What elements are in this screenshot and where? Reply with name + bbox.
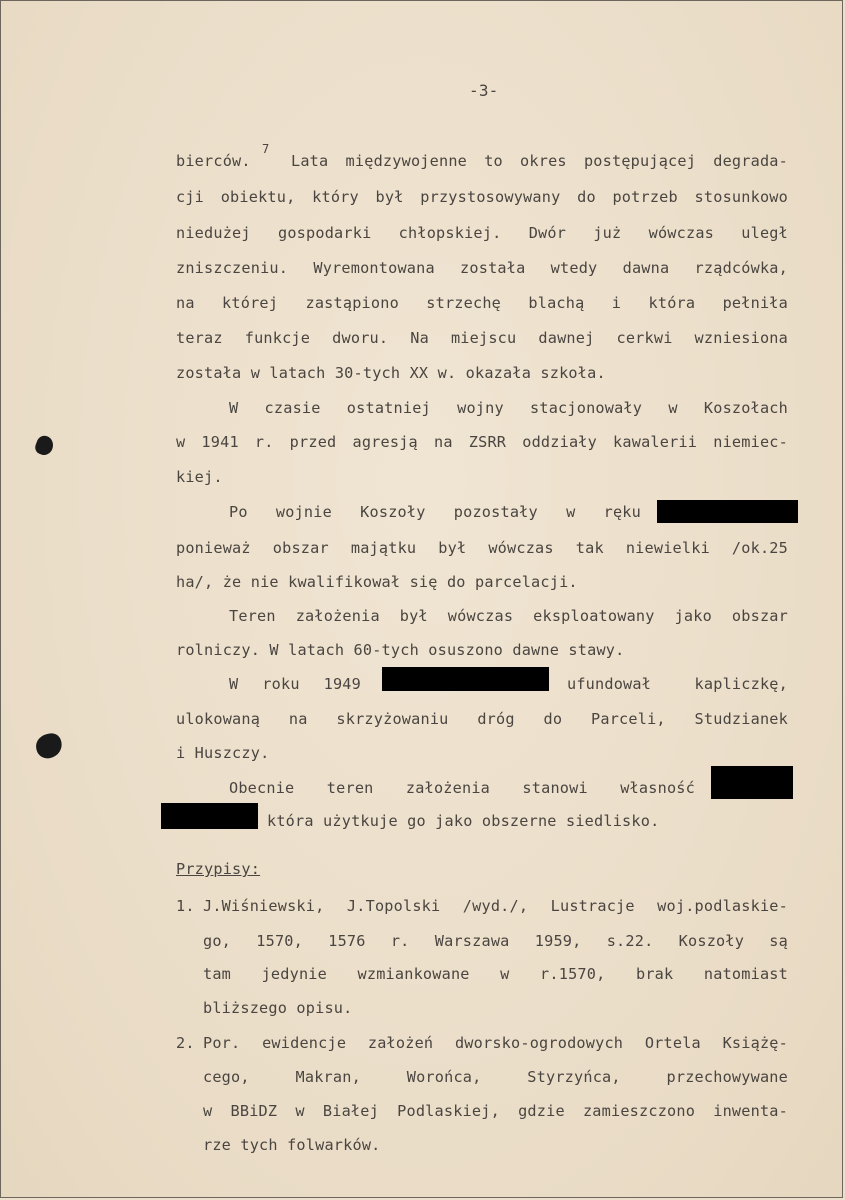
body-line: W czasie ostatniej wojny stacjonowały w Koszołach	[229, 399, 788, 417]
body-line: niedużej gospodarki chłopskiej. Dwór już wówczas uległ	[176, 224, 788, 242]
footnote-line: cego, Makran, Worońca, Styrzyńca, przechowywane	[203, 1068, 788, 1086]
body-line: bierców.	[176, 152, 251, 170]
body-line: rolniczy. W latach 60-tych osuszono dawne stawy.	[176, 641, 625, 659]
body-line: zniszczeniu. Wyremontowana została wtedy dawna rządcówka,	[176, 259, 788, 277]
footnote-reference: 7	[262, 142, 270, 156]
redaction-bar	[657, 500, 798, 523]
redaction-bar	[161, 803, 258, 829]
footnote-line: w BBiDZ w Białej Podlaskiej, gdzie zamieszczono inwenta-	[203, 1102, 788, 1120]
footnote-line: go, 1570, 1576 r. Warszawa 1959, s.22. Koszoły są	[203, 932, 788, 950]
body-line: ponieważ obszar majątku był wówczas tak niewielki /ok.25	[176, 539, 788, 557]
body-line: która użytkuje go jako obszerne siedlisko.	[267, 812, 660, 830]
body-line: teraz funkcje dworu. Na miejscu dawnej cerkwi wzniesiona	[176, 329, 788, 347]
body-line: cji obiektu, który był przystosowywany do potrzeb stosunkowo	[176, 188, 788, 206]
body-line: ufundował kapliczkę,	[567, 675, 788, 693]
redaction-bar	[711, 766, 793, 799]
body-line: ha/, że nie kwalifikował się do parcelacji.	[176, 573, 578, 591]
ink-blot-mark	[33, 731, 64, 761]
ink-blot-mark	[33, 434, 55, 458]
footnote-line: Por. ewidencje założeń dworsko-ogrodowych Ortela Książę-	[203, 1034, 788, 1052]
body-line: kiej.	[176, 468, 223, 486]
redaction-bar	[382, 667, 549, 691]
footnote-line: rze tych folwarków.	[203, 1136, 381, 1154]
footnotes-heading: Przypisy:	[176, 860, 261, 878]
body-line: na której zastąpiono strzechę blachą i która pełniła	[176, 294, 788, 312]
footnote-number: 1.	[176, 897, 195, 915]
body-line: ulokowaną na skrzyżowaniu dróg do Parceli, Studzianek	[176, 710, 788, 728]
body-line: Teren założenia był wówczas eksploatowany jako obszar	[229, 607, 788, 625]
body-line: Po wojnie Koszoły pozostały w ręku	[229, 503, 641, 521]
footnote-line: J.Wiśniewski, J.Topolski /wyd./, Lustracje woj.podlaskie-	[203, 897, 788, 915]
footnote-line: bliższego opisu.	[203, 999, 353, 1017]
page-number: -3-	[469, 81, 499, 100]
body-line: Obecnie teren założenia stanowi własność	[229, 779, 695, 797]
body-line: W roku 1949	[229, 675, 361, 693]
body-line: i Huszczy.	[176, 744, 270, 762]
body-line: Lata międzywojenne to okres postępującej degrada-	[291, 152, 788, 170]
body-line: w 1941 r. przed agresją na ZSRR oddziały kawalerii niemiec-	[176, 433, 788, 451]
footnote-line: tam jedynie wzmiankowane w r.1570, brak natomiast	[203, 965, 788, 983]
body-line: została w latach 30-tych XX w. okazała szkoła.	[176, 364, 606, 382]
footnote-number: 2.	[176, 1034, 195, 1052]
